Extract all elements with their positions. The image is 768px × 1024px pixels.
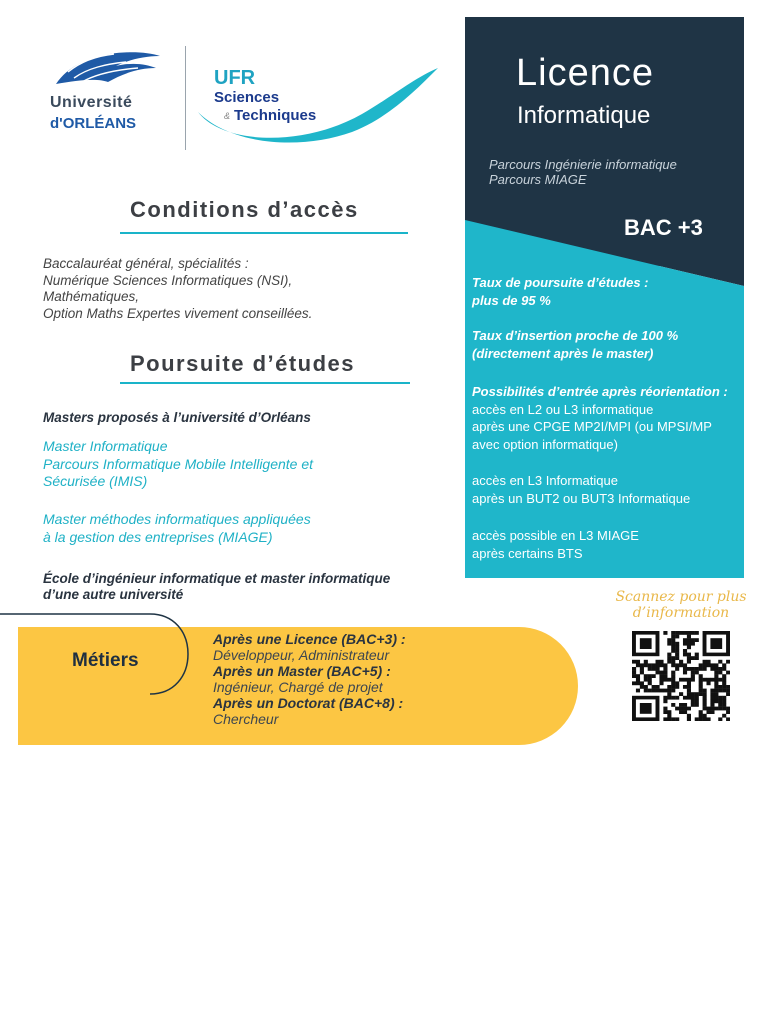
licence-subtitle: Informatique [517,102,651,129]
licence-title: Licence [516,52,654,94]
conditions-line: Mathématiques, [43,289,140,304]
masters-heading: Masters proposés à l’université d’Orléans [43,410,311,425]
master-informatique [43,438,313,491]
taux-poursuite-line: Taux de poursuite d’études : [472,275,649,290]
reorientation [472,383,728,453]
ecole-ingenieur [43,571,390,603]
job-heading: Après un Doctorat (BAC+8) : [213,695,404,711]
reorientation-but [472,472,690,507]
parcours-item: Parcours MIAGE [489,172,587,187]
taux-poursuite-line: plus de 95 % [472,292,551,308]
reorientation-line: accès en L2 ou L3 informatique [472,401,654,417]
master1-line: Master Informatique [43,438,168,454]
ufr-techniques-label: Techniques [234,107,317,124]
job-description: Chercheur [213,711,279,727]
poursuite-underline [120,382,410,384]
master1-line: Parcours Informatique Mobile Intelligente et [43,455,314,472]
job-heading: Après une Licence (BAC+3) : [213,631,406,647]
reorientation-line: après une CPGE MP2I/MPI (ou MPSI/MP [472,419,712,434]
master-miage [43,511,311,546]
logo-divider [185,46,186,150]
ufr-ampersand: & [224,111,231,121]
metiers-list [213,631,406,727]
taux-insertion-line: (directement après le master) [472,345,654,361]
conditions-text [43,256,312,322]
reorientation-line: accès en L3 Informatique [472,473,618,488]
qr-caption [606,589,756,621]
qr-caption-line: d’information [632,605,730,621]
job-heading: Après un Master (BAC+5) : [213,663,391,679]
poursuite-title: Poursuite d’études [130,351,356,376]
qr-code[interactable] [632,631,730,721]
parcours-item: Parcours Ingénierie informatique [489,157,677,172]
taux-insertion-line: Taux d’insertion proche de 100 % [472,328,679,343]
reorientation-line: après certains BTS [472,545,583,561]
ufr-sciences-label: Sciences [214,89,280,106]
ecole-line: École d’ingénieur informatique et master informatique [43,571,391,586]
taux-insertion [472,327,678,362]
reorientation-line: accès possible en L3 MIAGE [472,528,639,543]
panel-diagonal [465,196,744,286]
bac-level: BAC +3 [624,215,703,240]
ecole-line: d’une autre université [43,587,184,602]
job-description: Ingénieur, Chargé de projet [213,679,383,695]
reorientation-title: Possibilités d’entrée après réorientation : [472,384,728,399]
conditions-title: Conditions d’accès [130,197,359,222]
master2-line: à la gestion des entreprises (MIAGE) [43,528,273,545]
conditions-line: Numérique Sciences Informatiques (NSI), [43,272,293,288]
parcours-list [489,157,677,187]
conditions-line: Option Maths Expertes vivement conseillées. [43,305,313,321]
metiers-label: Métiers [72,650,139,671]
master1-line: Sécurisée (IMIS) [43,473,148,489]
reorientation-line: après un BUT2 ou BUT3 Informatique [472,490,691,506]
qr-caption-line: Scannez pour plus [615,589,747,605]
ufr-label: UFR [214,67,256,89]
conditions-line: Baccalauréat général, spécialités : [43,256,249,271]
reorientation-bts [472,527,639,562]
taux-poursuite [472,274,648,309]
university-name-line2: d'ORLÉANS [50,115,137,132]
university-name-line1: Université [50,94,133,111]
master2-line: Master méthodes informatiques appliquées [43,511,311,527]
reorientation-line: avec option informatique) [472,436,618,452]
job-description: Développeur, Administrateur [213,647,390,663]
conditions-underline [120,232,408,234]
